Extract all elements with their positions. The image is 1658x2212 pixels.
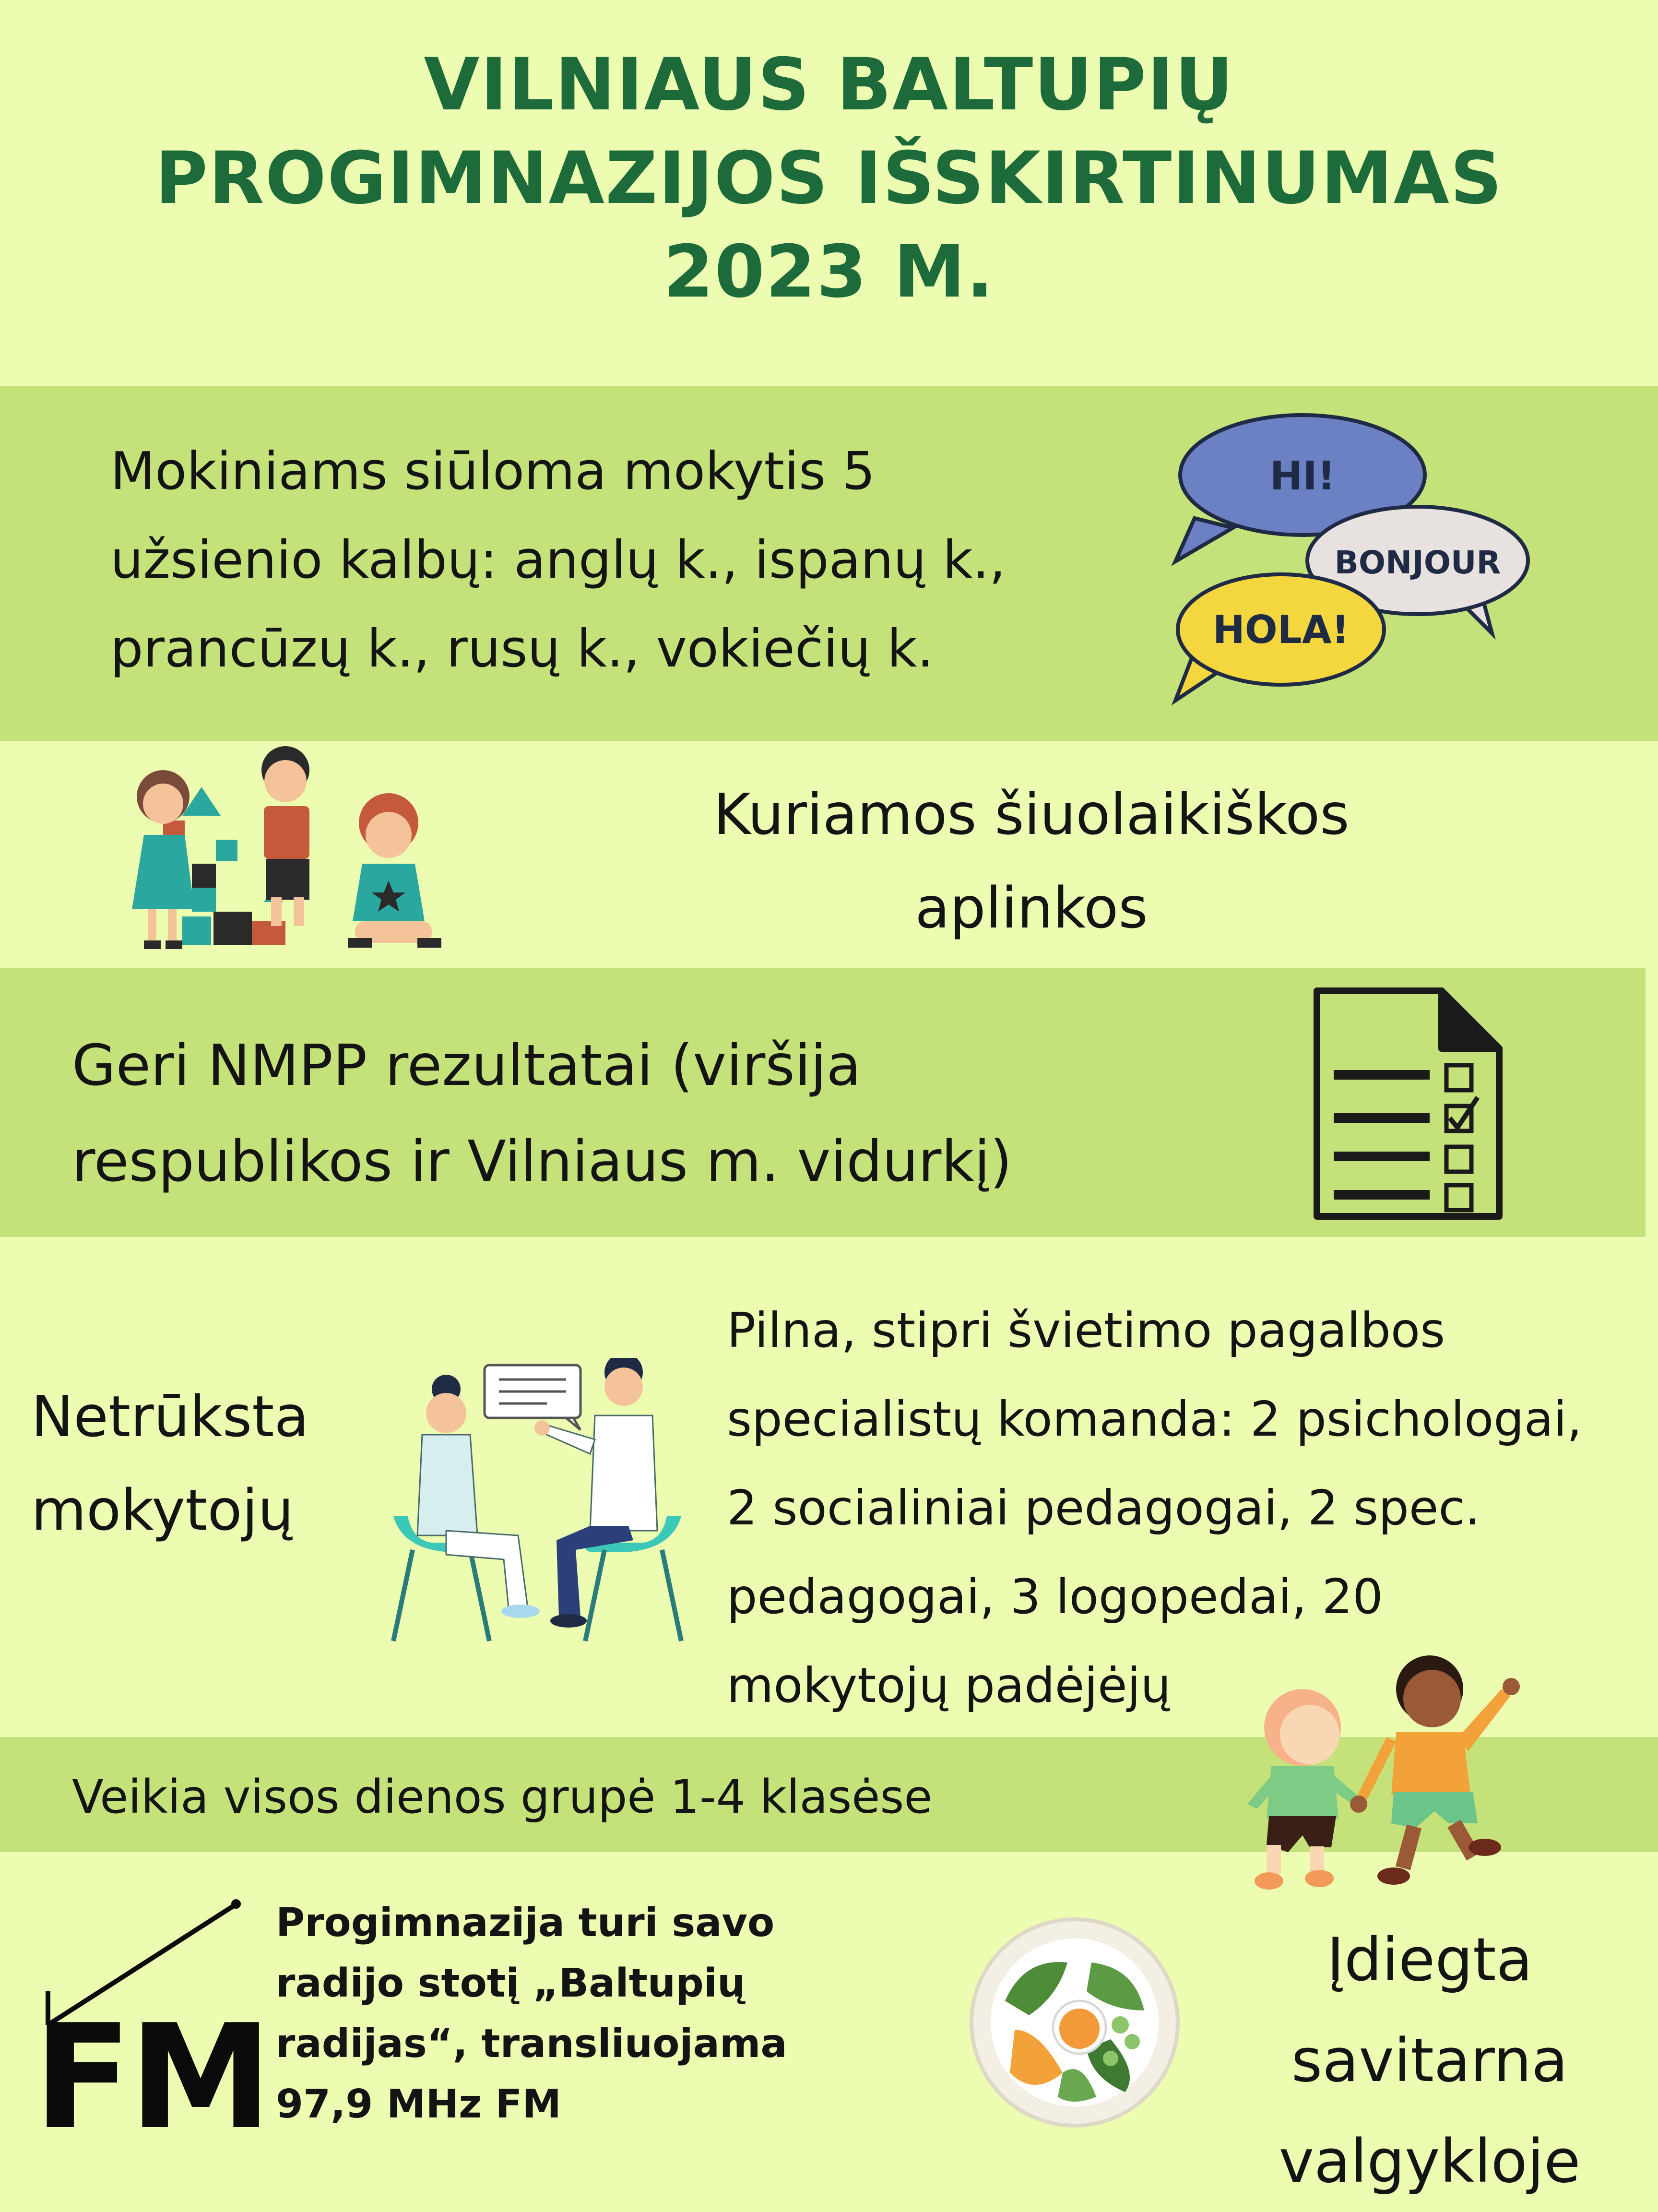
radio-line4: 97,9 MHz FM	[276, 2081, 561, 2127]
teacher-meeting-illustration	[374, 1358, 700, 1655]
specialists-line5: mokytojų padėjėjų	[727, 1657, 1171, 1713]
page-title	[0, 38, 1658, 319]
environment-line2: aplinkos	[915, 875, 1148, 941]
specialists-line4: pedagogai, 3 logopedai, 20	[727, 1569, 1383, 1625]
title-line3: 2023 M.	[663, 230, 995, 314]
languages-text	[110, 427, 1118, 693]
languages-line3: prancūzų k., rusų k., vokiečių k.	[110, 619, 934, 679]
title-line2: PROGIMNAZIJOS IŠSKIRTINUMAS	[155, 137, 1503, 220]
nmpp-line1: Geri NMPP rezultatai (viršija	[72, 1032, 861, 1098]
speech-bubbles-illustration	[1166, 403, 1540, 720]
teachers-line2: mokytojų	[31, 1477, 294, 1543]
teachers-line1: Netrūksta	[31, 1383, 309, 1450]
children-blocks-illustration	[106, 744, 451, 960]
languages-line2: užsienio kalbų: anglų k., ispanų k.,	[110, 530, 1006, 590]
environment-text	[672, 768, 1391, 955]
title-line1: VILNIAUS BALTUPIŲ	[424, 43, 1234, 127]
nmpp-line2: respublikos ir Vilniaus m. vidurkį)	[72, 1128, 1012, 1194]
salad-plate-illustration	[967, 1915, 1183, 2130]
running-kids-illustration	[1190, 1646, 1535, 1900]
canteen-line1: Įdiegta	[1326, 1926, 1533, 1995]
checklist-icon	[1312, 986, 1504, 1221]
teachers-text	[31, 1370, 396, 1557]
radio-text	[276, 1893, 804, 2135]
canteen-line3: valgykloje	[1279, 2127, 1581, 2196]
radio-line1: Progimnazija turi savo	[276, 1900, 775, 1946]
languages-line1: Mokiniams siūloma mokytis 5	[110, 441, 876, 501]
nmpp-text	[72, 1017, 1247, 1209]
environment-line1: Kuriamos šiuolaikiškos	[713, 781, 1350, 847]
specialists-line2: specialistų komanda: 2 psichologai,	[727, 1391, 1582, 1447]
radio-line2: radijo stotį „Baltupių	[276, 1961, 746, 2006]
fm-label: FM	[34, 1994, 270, 2161]
bubble-bonjour-text: BONJOUR	[1334, 544, 1501, 581]
bubble-hola	[1175, 574, 1384, 701]
canteen-line2: savitarna	[1291, 2026, 1568, 2095]
bubble-hi-text: HI!	[1269, 453, 1336, 499]
day-group-text: Veikia visos dienos grupė 1-4 klasėse	[72, 1770, 933, 1824]
radio-line3: radijas“, transliuojama	[276, 2021, 787, 2067]
specialists-line1: Pilna, stipri švietimo pagalbos	[727, 1302, 1445, 1358]
canteen-text	[1228, 1910, 1631, 2212]
bubble-hola-text: HOLA!	[1212, 607, 1350, 652]
specialists-line3: 2 socialiniai pedagogai, 2 spec.	[727, 1480, 1480, 1536]
